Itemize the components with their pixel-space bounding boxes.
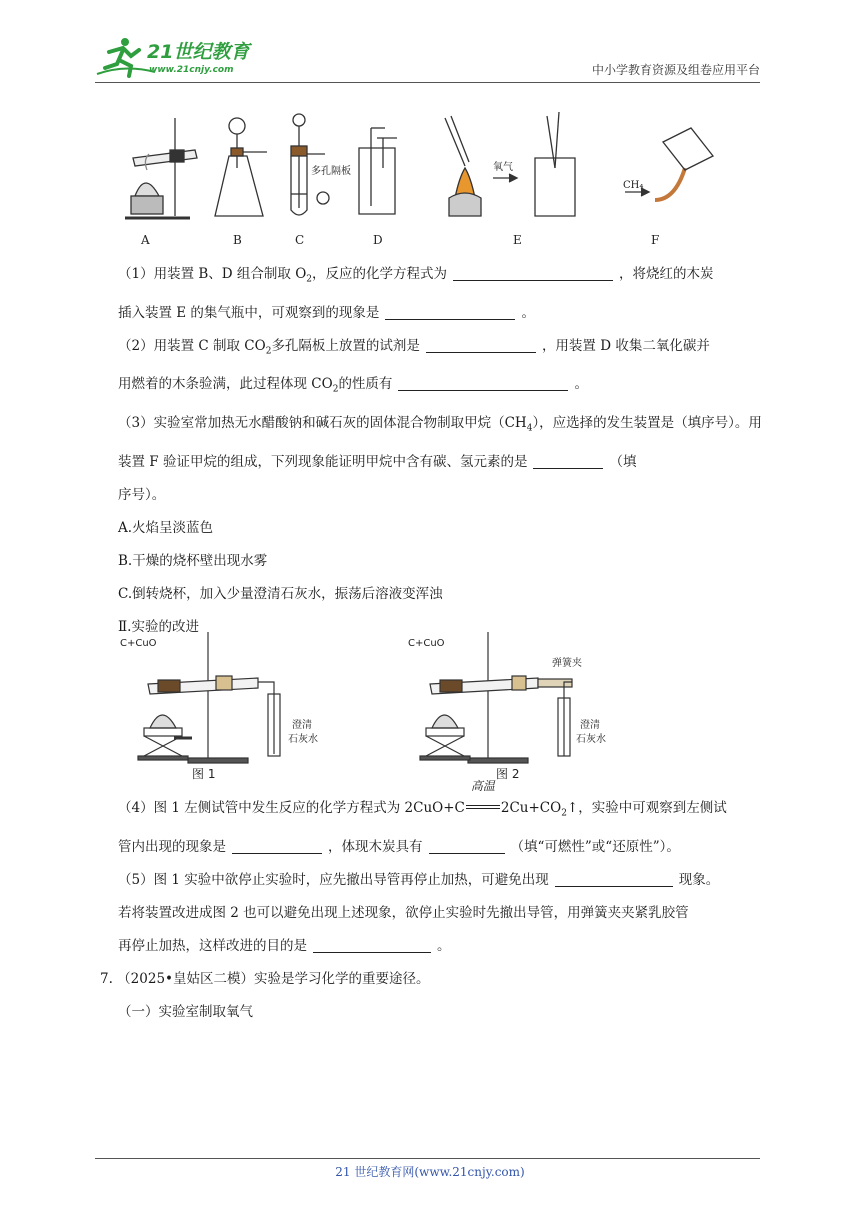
q5-line2: 若将装置改进成图 2 也可以避免出现上述现象，欲停止实验时先撤出导管，用弹簧夹夹紧乳胶管 <box>118 904 689 921</box>
label-f: F <box>651 233 660 247</box>
improvement-figure <box>118 632 618 787</box>
improvement-drawing <box>118 632 618 787</box>
apparatus-c <box>291 114 329 215</box>
q2-line2: 用燃着的木条验满，此过程体现 $CO_2$的性质有 。 <box>118 376 588 396</box>
note-methane: CH₄ <box>623 180 644 191</box>
figure-1-caption: 图 1 <box>192 767 216 781</box>
answer-blank[interactable] <box>398 374 568 391</box>
f1-limewater-label1: 澄清 <box>292 720 312 731</box>
label-a: A <box>141 233 150 247</box>
f2-limewater-label1: 澄清 <box>580 720 600 731</box>
footer-divider <box>95 1158 760 1159</box>
header-divider <box>95 82 760 83</box>
q5-line3: 再停止加热，这样改进的目的是 。 <box>118 937 451 954</box>
figure-1-apparatus <box>138 632 280 763</box>
apparatus-a <box>125 118 197 218</box>
answer-blank[interactable] <box>232 837 322 854</box>
q1-line2: 插入装置 E 的集气瓶中，可观察到的现象是 。 <box>118 304 535 321</box>
logo <box>95 34 265 78</box>
q7-stem: 7. （2025•皇姑区二模）实验是学习化学的重要途径。 <box>100 970 430 987</box>
note-porous-plate: 多孔隔板 <box>311 166 351 177</box>
answer-blank[interactable] <box>555 870 673 887</box>
note-oxygen: 氧气 <box>493 162 513 173</box>
apparatus-b <box>215 118 267 216</box>
apparatus-d <box>359 128 397 214</box>
question-content <box>100 258 765 644</box>
f2-reagent-label: C+CuO <box>408 638 445 649</box>
logo-text: 21世纪教育 <box>147 41 250 63</box>
answer-blank[interactable] <box>313 936 431 953</box>
q3-text: （3）实验室常加热无水醋酸钠和碱石灰的固体混合物制取甲烷$(CH_4)$，应选择的发生装置是（填序号）。用装置 F 验证甲烷的组成，下列现象能证明甲烷中含有碳、氢元素的是 （填 序号）。 <box>118 415 762 503</box>
q1-line1: （1）用装置 B、D 组合制取 $O_2$，反应的化学方程式为 ，将烧红的木炭 <box>118 266 714 285</box>
f1-limewater-label2: 石灰水 <box>288 734 318 745</box>
answer-blank[interactable] <box>453 264 613 281</box>
f2-clip-label: 弹簧夹 <box>552 658 582 669</box>
f2-limewater-label2: 石灰水 <box>576 734 606 745</box>
apparatus-drawing <box>115 108 715 253</box>
logo-url: www.21cnjy.com <box>149 65 234 75</box>
figure-2-caption: 图 2 <box>496 767 520 781</box>
page-header <box>95 34 760 82</box>
q4-line2: 管内出现的现象是 ，体现木炭具有 （填“可燃性”或“还原性”）。 <box>118 838 680 855</box>
question-content-2 <box>100 779 765 1029</box>
figure-2-apparatus <box>420 632 572 763</box>
answer-blank[interactable] <box>533 452 603 469</box>
header-platform-text: 中小学教育资源及组卷应用平台 <box>591 63 760 77</box>
q2-line1: （2）用装置 C 制取 $CO_2$多孔隔板上放置的试剂是 ，用装置 D 收集二氧化碳并 <box>118 337 710 357</box>
label-b: B <box>233 233 242 247</box>
q7-subheading: （一）实验室制取氧气 <box>118 1003 253 1020</box>
f1-reagent-label: C+CuO <box>120 638 157 649</box>
footer-text: 21 世纪教育网(www.21cnjy.com) <box>335 1165 525 1179</box>
reaction-condition: 高温 <box>470 779 495 793</box>
label-e: E <box>513 233 522 247</box>
apparatus-figure <box>115 108 715 253</box>
answer-blank[interactable] <box>385 303 515 320</box>
label-d: D <box>373 233 383 247</box>
option-c: C.倒转烧杯，加入少量澄清石灰水，振荡后溶液变浑浊 <box>118 585 443 602</box>
option-a: A.火焰呈淡蓝色 <box>118 519 214 536</box>
q4-line1: （4）图 1 左侧试管中发生反应的化学方程式为 2CuO+C 高温 $2Cu+CO_2↑$，实验中可观察到左侧试 <box>100 792 765 831</box>
option-b: B.干燥的烧杯壁出现水雾 <box>118 552 268 569</box>
label-c: C <box>295 233 305 247</box>
section-heading: Ⅱ.实验的改进 <box>118 618 199 635</box>
q5-line1: （5）图 1 实验中欲停止实验时，应先撤出导管再停止加热，可避免出现 现象。 <box>118 871 720 888</box>
answer-blank[interactable] <box>429 837 505 854</box>
answer-blank[interactable] <box>426 336 536 353</box>
